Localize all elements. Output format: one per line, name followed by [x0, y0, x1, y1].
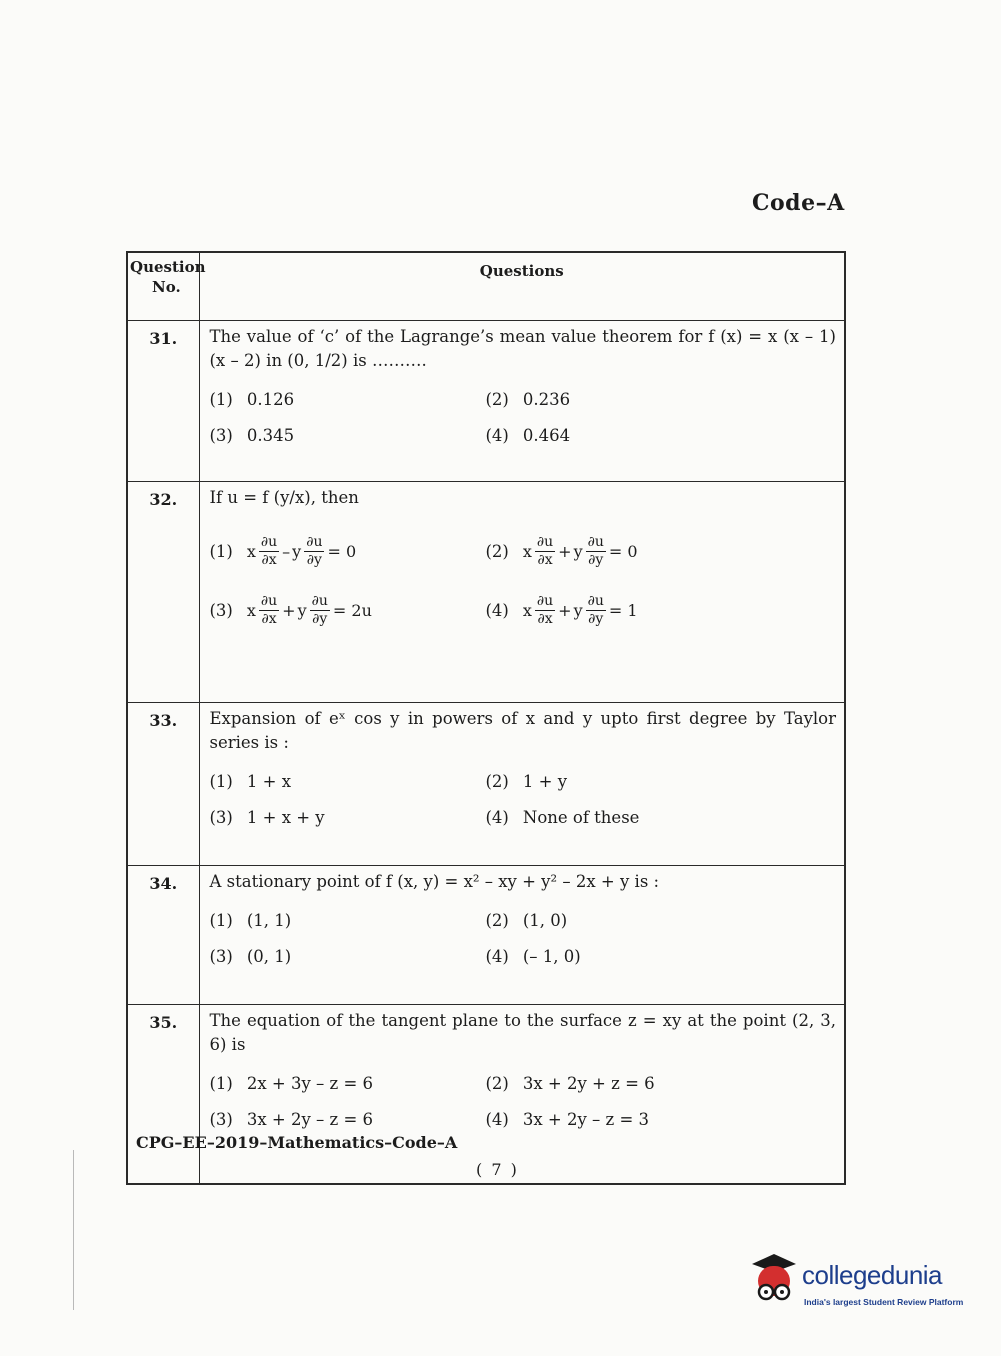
collegedunia-logo — [744, 1250, 974, 1320]
option — [210, 1074, 486, 1093]
partial-fraction: $\frac{\partial u}{\partial y}$ — [306, 534, 323, 568]
option-number: (3) — [209, 947, 233, 966]
partial-fraction: $\frac{\partial u}{\partial y}$ — [311, 593, 328, 627]
option-text: 3x + 2y – z = 6 — [246, 1110, 374, 1129]
option-number: (4) — [485, 601, 509, 620]
option-number: (4) — [485, 947, 509, 966]
option — [210, 534, 486, 569]
option-number: (2) — [485, 911, 509, 930]
option-number: (1) — [209, 542, 233, 561]
option-number: (4) — [485, 1110, 509, 1129]
option — [486, 911, 837, 930]
option-text: 3x + 2y – z = 3 — [522, 1110, 650, 1129]
table-header-row — [127, 252, 845, 321]
option-list — [210, 1074, 837, 1129]
option-number: (1) — [209, 1074, 233, 1093]
scan-edge-line — [73, 1150, 74, 1310]
question-number: 32. — [127, 482, 199, 703]
question-row — [127, 1005, 845, 1185]
option-list — [210, 390, 837, 445]
option — [210, 772, 486, 791]
option — [486, 808, 837, 827]
question-table — [126, 251, 846, 1185]
pde-expression: x $\frac{\partial u}{\partial x}$ – y $\frac{\partial u}{\partial y}$ = 0 — [246, 534, 357, 568]
option-text: 0.236 — [522, 390, 571, 409]
column-header-question-no-line2: No. — [152, 278, 181, 296]
option — [210, 947, 486, 966]
question-number: 35. — [127, 1005, 199, 1185]
option-text: 0.126 — [246, 390, 295, 409]
partial-fraction: $\frac{\partial u}{\partial x}$ — [536, 593, 554, 627]
option-text: None of these — [522, 808, 640, 827]
option-text: 0.345 — [246, 426, 295, 445]
brand-tagline: India's largest Student Review Platform — [804, 1297, 964, 1307]
question-text: The value of ‘c’ of the Lagrange’s mean value theorem for f (x) = x (x – 1) (x – 2) in (0, 1/2) is ………. — [209, 327, 836, 370]
option-number: (2) — [485, 772, 509, 791]
option-text: (1, 0) — [522, 911, 568, 930]
paper-code: Code–A — [752, 190, 845, 216]
question-row — [127, 866, 845, 1005]
pde-expression: x $\frac{\partial u}{\partial x}$ + y $\frac{\partial u}{\partial y}$ = 0 — [522, 534, 638, 568]
partial-fraction: $\frac{\partial u}{\partial x}$ — [260, 534, 278, 568]
option-number: (3) — [209, 601, 233, 620]
question-cell — [199, 1005, 845, 1185]
pde-expression: x $\frac{\partial u}{\partial x}$ + y $\frac{\partial u}{\partial y}$ = 2u — [246, 593, 372, 627]
option-number: (3) — [209, 1110, 233, 1129]
option — [486, 1074, 837, 1093]
option-number: (1) — [209, 911, 233, 930]
option — [486, 593, 837, 628]
question-cell — [199, 703, 845, 866]
column-header-question-no — [127, 252, 206, 321]
option-text: 1 + x — [246, 772, 291, 791]
option — [210, 426, 486, 445]
question-number: 33. — [127, 703, 199, 866]
partial-fraction: $\frac{\partial u}{\partial x}$ — [260, 593, 278, 627]
option — [210, 593, 486, 628]
question-text: If u = f (y/x), then — [209, 488, 359, 507]
question-text: Expansion of eˣ cos y in powers of x and y upto first degree by Taylor series is : — [209, 709, 836, 752]
option — [210, 390, 486, 409]
partial-fraction: $\frac{\partial u}{\partial x}$ — [536, 534, 554, 568]
question-number: 34. — [127, 866, 199, 1005]
option — [486, 947, 837, 966]
option — [210, 808, 486, 827]
option — [210, 1110, 486, 1129]
option-text: 2x + 3y – z = 6 — [246, 1074, 374, 1093]
option — [210, 911, 486, 930]
option-number: (2) — [485, 542, 509, 561]
option-text: 0.464 — [522, 426, 571, 445]
option-text: (0, 1) — [246, 947, 292, 966]
exam-code-footer: CPG–EE–2019–Mathematics–Code–A — [136, 1133, 458, 1152]
question-number: 31. — [127, 321, 199, 482]
mascot-icon — [744, 1250, 804, 1312]
option — [486, 426, 837, 445]
option — [486, 390, 837, 409]
option-number: (2) — [485, 390, 509, 409]
option-text: 1 + x + y — [246, 808, 325, 827]
option-list — [210, 911, 837, 966]
column-header-questions: Questions — [199, 252, 845, 321]
option-number: (1) — [209, 390, 233, 409]
option-number: (4) — [485, 808, 509, 827]
question-cell — [199, 321, 845, 482]
brand-name: collegedunia — [802, 1260, 943, 1290]
question-row — [127, 703, 845, 866]
option-text: 1 + y — [522, 772, 568, 791]
column-header-question-no-line1: Question — [130, 258, 206, 276]
question-text: The equation of the tangent plane to the surface z = xy at the point (2, 3, 6) is — [209, 1011, 836, 1054]
option-number: (2) — [485, 1074, 509, 1093]
page-number: ( 7 ) — [476, 1160, 519, 1179]
question-row — [127, 321, 845, 482]
partial-fraction: $\frac{\partial u}{\partial y}$ — [587, 534, 604, 568]
option-list — [210, 772, 837, 827]
option-number: (3) — [209, 808, 233, 827]
option-number: (3) — [209, 426, 233, 445]
question-text: A stationary point of f (x, y) = x² – xy + y² – 2x + y is : — [209, 872, 660, 891]
option — [486, 1110, 837, 1129]
option-number: (4) — [485, 426, 509, 445]
question-cell — [199, 866, 845, 1005]
option-text: (– 1, 0) — [522, 947, 581, 966]
option — [486, 772, 837, 791]
option-number: (1) — [209, 772, 233, 791]
question-row — [127, 482, 845, 703]
question-cell — [199, 482, 845, 703]
partial-fraction: $\frac{\partial u}{\partial y}$ — [587, 593, 604, 627]
pde-expression: x $\frac{\partial u}{\partial x}$ + y $\frac{\partial u}{\partial y}$ = 1 — [522, 593, 638, 627]
option — [486, 534, 837, 569]
option-list — [210, 534, 837, 628]
option-text: (1, 1) — [246, 911, 292, 930]
option-text: 3x + 2y + z = 6 — [522, 1074, 655, 1093]
